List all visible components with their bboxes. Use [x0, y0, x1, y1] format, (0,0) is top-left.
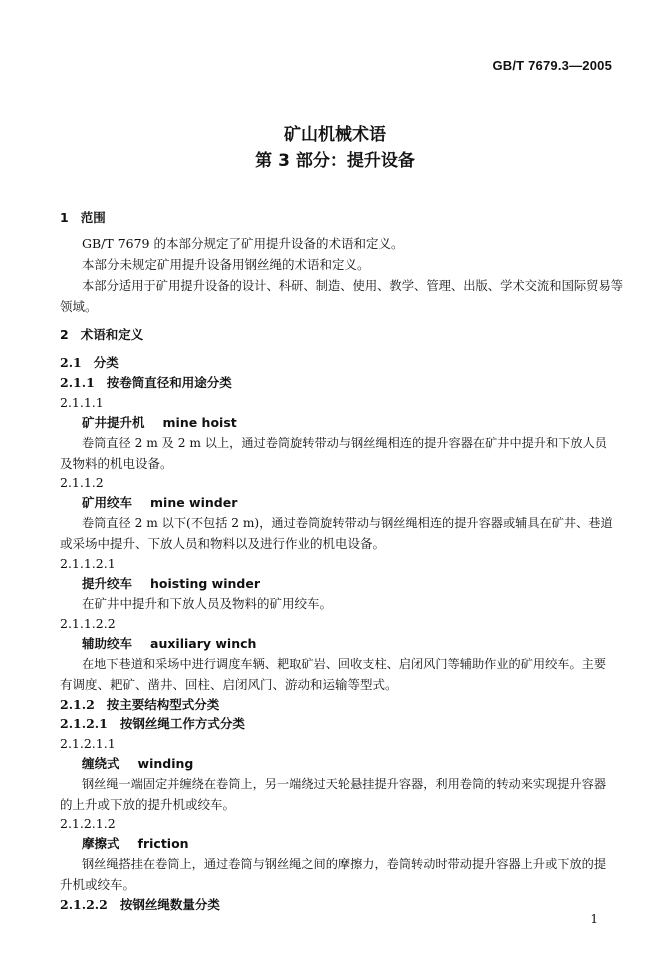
section-title: 分类 [93, 355, 119, 370]
subsection-heading [60, 716, 245, 732]
section-number: 2 [60, 327, 69, 342]
section-title: 按卷筒直径和用途分类 [106, 375, 232, 390]
page-number: 1 [590, 912, 598, 926]
definition-cont: 升机或绞车。 [60, 877, 136, 892]
term-line [82, 836, 189, 852]
term-line [82, 756, 193, 772]
term-line [82, 576, 260, 592]
subsection-heading [60, 697, 219, 713]
entry-number: 2.1.1.2 [60, 475, 104, 490]
definition: 钢丝绳一端固定并缠绕在卷筒上，另一端绕过天轮悬挂提升容器，利用卷筒的转动来实现提升容器 [82, 777, 607, 791]
section-1-heading [60, 210, 106, 226]
entry-number: 2.1.2.1.1 [60, 736, 116, 751]
definition: 在矿井中提升和下放人员及物料的矿用绞车。 [82, 596, 333, 611]
definition-cont: 有调度、耙矿、凿井、回柱、启闭风门、游动和运输等型式。 [60, 677, 398, 692]
standard-code: GB/T 7679.3—2005 [492, 58, 612, 73]
term-zh: 提升绞车 [82, 576, 133, 591]
definition: 钢丝绳搭挂在卷筒上，通过卷筒与钢丝绳之间的摩擦力，卷筒转动时带动提升容器上升或下放的提 [82, 857, 607, 871]
title-main: 矿山机械术语 [284, 125, 386, 145]
section-number: 2.1.2.1 [60, 716, 108, 731]
definition-cont: 的上升或下放的提升机或绞车。 [60, 797, 236, 812]
section-title: 范围 [80, 210, 106, 225]
term-line [82, 636, 256, 652]
section-title: 按主要结构型式分类 [106, 697, 220, 712]
term-zh: 矿用绞车 [82, 495, 133, 510]
paragraph: GB/T 7679 的本部分规定了矿用提升设备的术语和定义。 [82, 236, 404, 251]
definition: 在地下巷道和采场中进行调度车辆、耙取矿岩、回收支柱、启闭风门等辅助作业的矿用绞车。主要 [82, 657, 607, 671]
section-2-heading [60, 327, 143, 343]
section-number: 2.1 [60, 355, 82, 370]
term-zh: 辅助绞车 [82, 636, 133, 651]
section-number: 2.1.2.2 [60, 897, 108, 912]
term-en: friction [137, 836, 189, 851]
term-line [82, 495, 237, 511]
entry-number: 2.1.2.1.2 [60, 816, 116, 831]
definition: 卷筒直径 2 m 及 2 m 以上，通过卷筒旋转带动与钢丝绳相连的提升容器在矿井中提升和下放人员 [82, 436, 607, 450]
term-en: winding [137, 756, 194, 771]
definition-cont: 及物料的机电设备。 [60, 456, 173, 471]
definition-cont: 或采场中提升、下放人员和物料以及进行作业的机电设备。 [60, 536, 386, 551]
entry-number: 2.1.1.2.1 [60, 556, 116, 571]
subsection-heading [60, 897, 220, 913]
term-en: hoisting winder [150, 576, 261, 591]
section-number: 1 [60, 210, 69, 225]
definition: 卷筒直径 2 m 以下(不包括 2 m)，通过卷筒旋转带动与钢丝绳相连的提升容器或辅具在矿井、巷道 [82, 516, 613, 530]
subsection-heading [60, 375, 232, 391]
term-en: auxiliary winch [150, 636, 257, 651]
entry-number: 2.1.1.2.2 [60, 616, 116, 631]
term-en: mine hoist [162, 415, 237, 430]
term-en: mine winder [150, 495, 238, 510]
term-line [82, 415, 237, 431]
section-number: 2.1.2 [60, 697, 95, 712]
paragraph: 本部分未规定矿用提升设备用钢丝绳的术语和定义。 [82, 257, 370, 272]
section-title: 按钢丝绳工作方式分类 [119, 716, 245, 731]
section-number: 2.1.1 [60, 375, 95, 390]
entry-number: 2.1.1.1 [60, 395, 104, 410]
term-zh: 摩擦式 [82, 836, 120, 851]
paragraph: 本部分适用于矿用提升设备的设计、科研、制造、使用、教学、管理、出版、学术交流和国际贸易等 [82, 279, 624, 293]
section-title: 术语和定义 [80, 327, 144, 342]
subsection-heading [60, 355, 119, 371]
section-title: 按钢丝绳数量分类 [119, 897, 220, 912]
paragraph-cont: 领域。 [60, 299, 98, 314]
title-part: 第 3 部分：提升设备 [255, 151, 415, 171]
term-zh: 矿井提升机 [82, 415, 145, 430]
term-zh: 缠绕式 [82, 756, 120, 771]
